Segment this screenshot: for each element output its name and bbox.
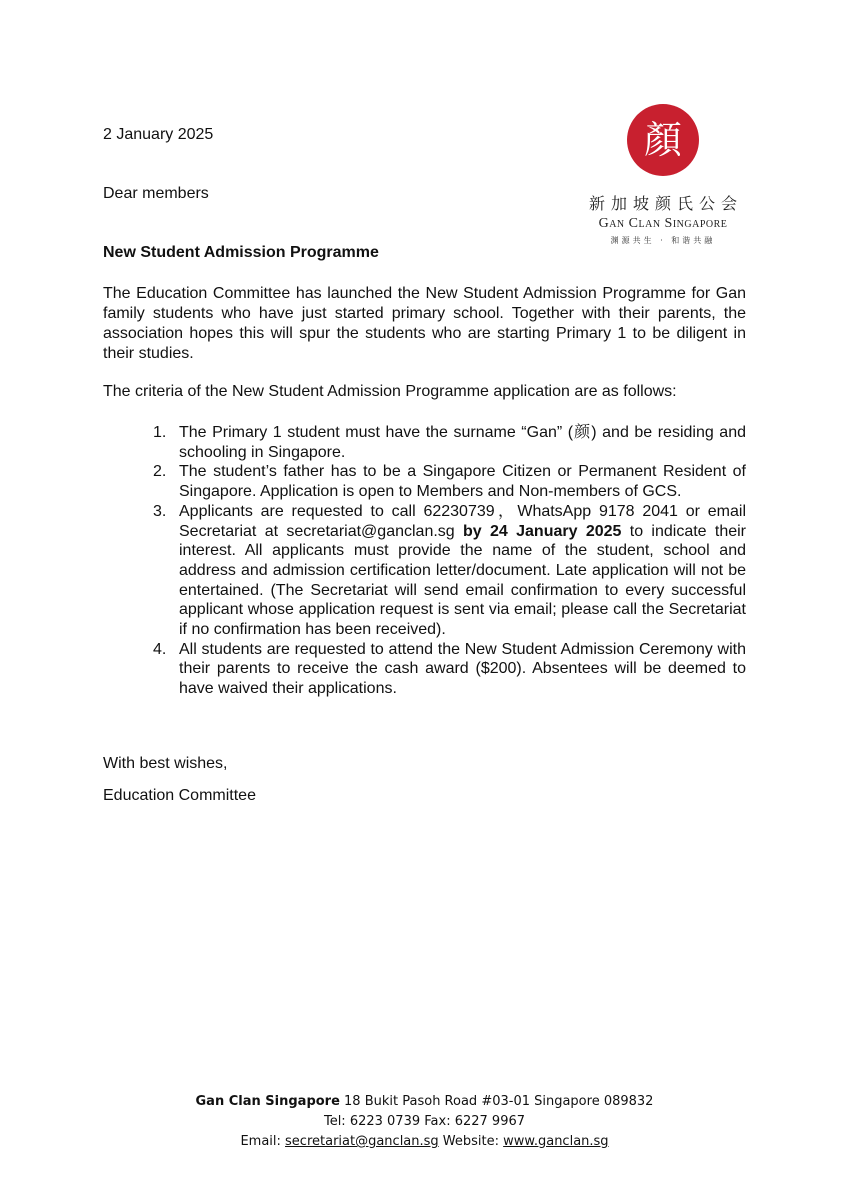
- footer-website-label: Website:: [438, 1134, 504, 1149]
- seal-character: 顏: [643, 118, 683, 162]
- logo-english-name: Gan Clan Singapore: [598, 216, 728, 231]
- criteria-item: [103, 502, 746, 640]
- footer-address: 18 Bukit Pasoh Road #03-01 Singapore 089832: [339, 1094, 654, 1109]
- logo-chinese-name: 新加坡颜氏公会: [588, 194, 743, 213]
- criteria-number: 3.: [153, 502, 167, 520]
- closing: With best wishes,: [103, 755, 228, 772]
- deadline-text: by 24 January 2025: [463, 522, 622, 540]
- criteria-number: 4.: [153, 640, 167, 658]
- letter-heading: New Student Admission Programme: [103, 244, 379, 261]
- criteria-item: [103, 462, 746, 501]
- criteria-item: [103, 640, 746, 699]
- logo-motto: 渊源共生 · 和谐共融: [610, 236, 716, 245]
- gan-clan-logo: [578, 103, 748, 246]
- criteria-number: 2.: [153, 463, 167, 481]
- criteria-text: The Primary 1 student must have the surname “Gan” (颜) and be residing and schooling in Singapore.: [179, 424, 746, 461]
- footer-org-name: Gan Clan Singapore: [195, 1094, 340, 1109]
- criteria-text: Applicants are requested to call 62230739，WhatsApp 9178 2041 or email Secretariat at secretariat@ganclan.sg: [179, 502, 746, 540]
- criteria-text: All students are requested to attend the New Student Admission Ceremony with their parents to receive the cash award ($200). Absentees will be deemed to have waived their applications.: [179, 640, 746, 698]
- footer-contact-line: [0, 1132, 849, 1152]
- criteria-list: [103, 423, 746, 699]
- criteria-text: The student’s father has to be a Singapore Citizen or Permanent Resident of Singapore. Application is open to Members and Non-members of GCS.: [179, 463, 746, 501]
- signoff: Education Committee: [103, 787, 256, 804]
- footer-email-link[interactable]: secretariat@ganclan.sg: [285, 1134, 439, 1149]
- footer-address-line: [0, 1092, 849, 1112]
- letter-date: 2 January 2025: [103, 126, 214, 143]
- footer-email-label: Email:: [240, 1134, 286, 1149]
- criteria-item: [103, 423, 746, 462]
- salutation: Dear members: [103, 185, 209, 202]
- criteria-lead: The criteria of the New Student Admission Programme application are as follows:: [103, 383, 677, 400]
- footer-website-link[interactable]: www.ganclan.sg: [503, 1134, 609, 1149]
- footer: [0, 1092, 849, 1152]
- criteria-number: 1.: [153, 424, 167, 441]
- intro-paragraph: The Education Committee has launched the New Student Admission Programme for Gan family students who have just started primary school. Together with their parents, the association hopes this will spur the students who are starting Primary 1 to be diligent in their studies.: [103, 285, 746, 362]
- footer-phone: Tel: 6223 0739 Fax: 6227 9967: [323, 1114, 526, 1129]
- criteria-text: to indicate their interest. All applicants must provide the name of the student, school and address and admission certification letter/document. Late application will not be entertained. (The Secretariat will send email confirmation to every successful applicant whose application request is sent via email; please call the Secretariat if no confirmation has been received).: [179, 522, 747, 639]
- seal-icon: [626, 103, 700, 177]
